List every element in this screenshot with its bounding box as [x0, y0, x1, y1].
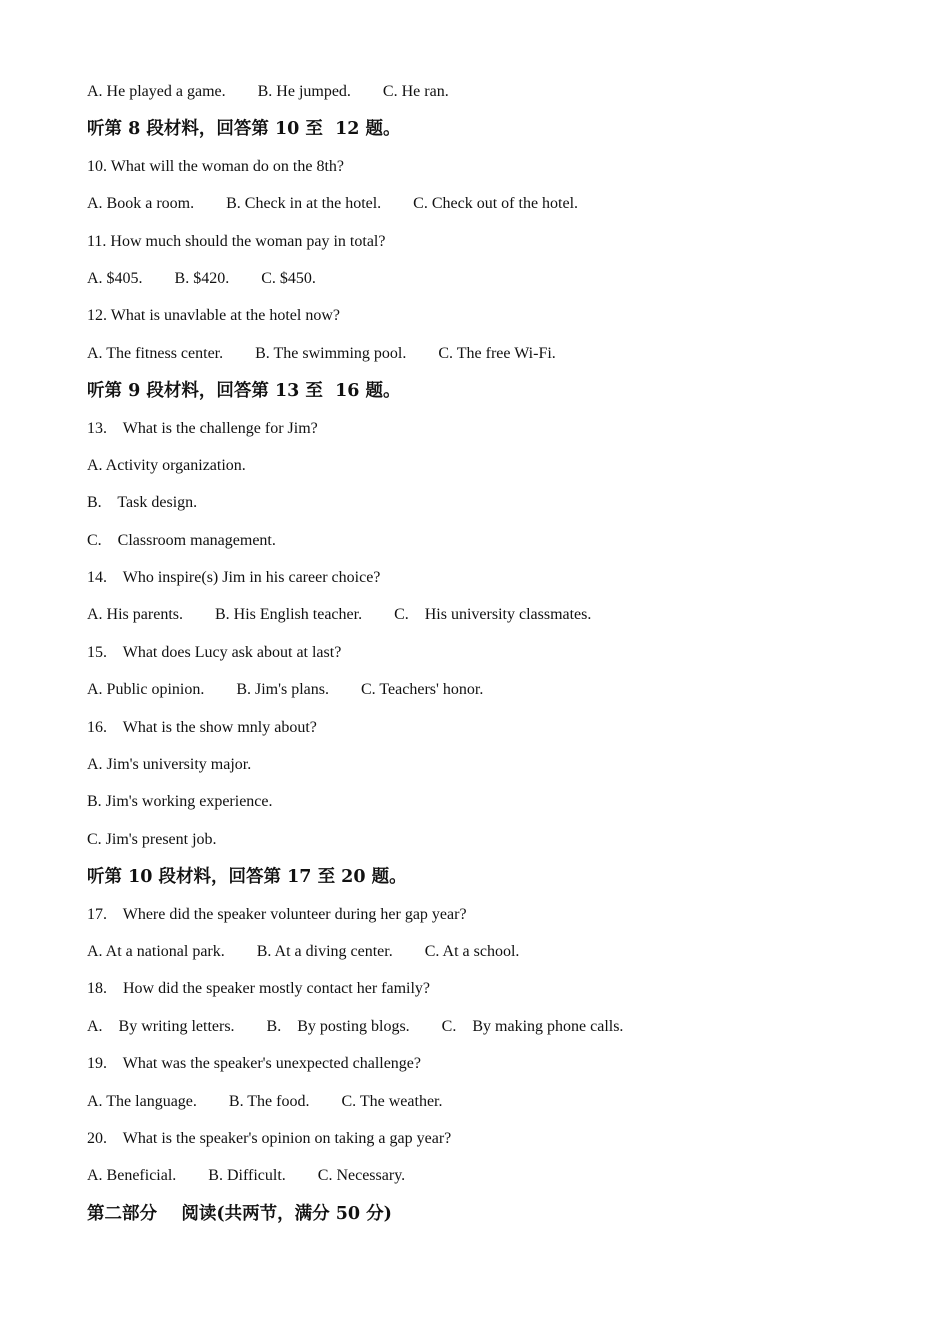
question-line: 15. What does Lucy ask about at last?: [87, 643, 342, 661]
option-line: B. Task design.: [87, 494, 198, 512]
option-line: A. Activity organization.: [87, 456, 246, 474]
options-line: A. The fitness center. B. The swimming pool. C. The free Wi-Fi.: [87, 344, 556, 362]
question-line: 17. Where did the speaker volunteer during her gap year?: [87, 905, 467, 923]
section-heading: 听第 9 段材料，回答第 13 至 16 题。: [87, 381, 401, 402]
option-line: C. Classroom management.: [87, 531, 276, 549]
question-line: 10. What will the woman do on the 8th?: [87, 157, 344, 175]
question-line: 14. Who inspire(s) Jim in his career choice?: [87, 569, 381, 587]
question-line: 11. How much should the woman pay in total?: [87, 232, 386, 250]
option-line: B. Jim's working experience.: [87, 793, 273, 811]
part-heading: 第二部分 阅读(共两节，满分 50 分): [87, 1203, 392, 1224]
options-line: A. His parents. B. His English teacher. C. His university classmates.: [87, 606, 592, 624]
options-line: A. At a national park. B. At a diving center. C. At a school.: [87, 942, 520, 960]
option-line: C. Jim's present job.: [87, 830, 217, 848]
question-line: 12. What is unavlable at the hotel now?: [87, 307, 340, 325]
option-line: A. Jim's university major.: [87, 756, 252, 774]
question-line: 20. What is the speaker's opinion on taking a gap year?: [87, 1129, 452, 1147]
options-line: A. Book a room. B. Check in at the hotel. C. Check out of the hotel.: [87, 195, 579, 213]
section-heading: 听第 10 段材料，回答第 17 至 20 题。: [87, 867, 407, 888]
document-body: [87, 79, 887, 1238]
question-line: 19. What was the speaker's unexpected challenge?: [87, 1055, 422, 1073]
options-line: A. $405. B. $420. C. $450.: [87, 269, 316, 287]
options-line: A. He played a game. B. He jumped. C. He ran.: [87, 83, 449, 100]
question-line: 18. How did the speaker mostly contact her family?: [87, 980, 431, 998]
options-line: A. By writing letters. B. By posting blogs. C. By making phone calls.: [87, 1017, 624, 1035]
options-line: A. The language. B. The food. C. The weather.: [87, 1092, 443, 1110]
options-line: A. Beneficial. B. Difficult. C. Necessary.: [87, 1167, 406, 1185]
section-heading: 听第 8 段材料，回答第 10 至 12 题。: [87, 119, 401, 140]
question-line: 13. What is the challenge for Jim?: [87, 419, 318, 437]
question-line: 16. What is the show mnly about?: [87, 718, 317, 736]
options-line: A. Public opinion. B. Jim's plans. C. Teachers' honor.: [87, 681, 484, 699]
